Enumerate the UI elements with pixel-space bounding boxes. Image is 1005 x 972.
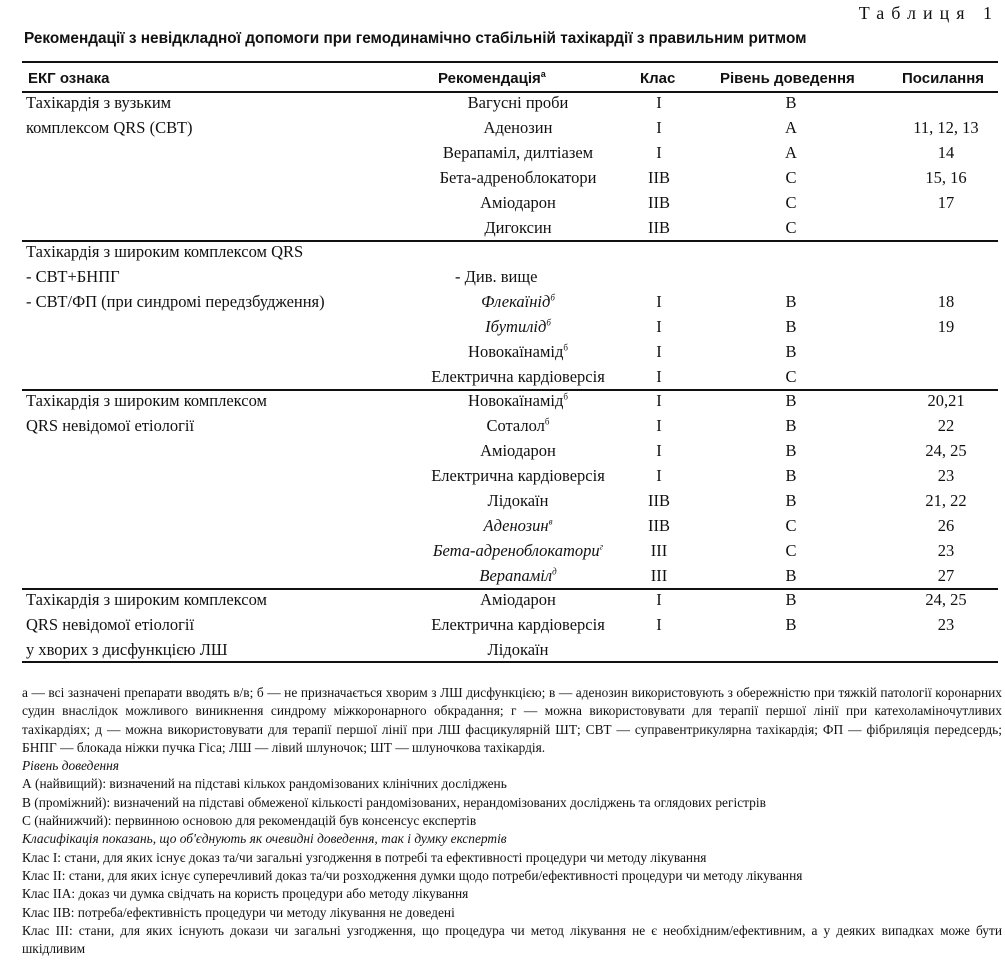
cell-rec-row-15 — [388, 466, 648, 486]
cell-cls-row-1: I — [656, 118, 662, 137]
cell-ref-row-12: 20,21 — [927, 391, 965, 410]
cell-ref-row-21: 23 — [937, 615, 955, 634]
cell-ref-row-17: 26 — [937, 516, 955, 535]
recommendation-text: Соталол — [486, 416, 545, 435]
cell-ref-row-18: 23 — [937, 541, 955, 560]
recommendation-text: Аденозин — [483, 118, 553, 137]
recommendation-text: Новокаїнамід — [468, 342, 564, 361]
header-recommendation-sup: а — [540, 69, 546, 79]
cell-cls-row-8: I — [656, 292, 662, 311]
header-ecg: ЕКГ ознака — [28, 70, 110, 87]
cell-rec-row-4 — [388, 193, 648, 213]
cell-lvl-row-11: C — [785, 367, 797, 386]
recommendation-text: Новокаїнамід — [468, 391, 564, 410]
recommendation-text: Верапаміл — [479, 566, 553, 585]
cell-rec-row-17 — [388, 516, 648, 536]
header-references: Посилання — [902, 70, 985, 87]
cell-lvl-row-13: B — [785, 416, 797, 435]
cell-rec-row-11 — [388, 367, 648, 387]
cell-lvl-row-17: C — [785, 516, 797, 535]
cell-lvl-row-12: B — [785, 391, 797, 410]
cell-cls-row-2: I — [656, 143, 662, 162]
recommendation-text: Аміодарон — [480, 590, 556, 609]
notes-evidence-heading: Рівень доведення — [22, 758, 120, 774]
notes-class-2a: Клас ІІА: доказ чи думка свідчать на користь процедури або методу лікування — [22, 886, 469, 902]
cell-ecg-row-22: у хворих з дисфункцією ЛШ — [26, 640, 228, 659]
cell-lvl-row-15: B — [785, 466, 797, 485]
cell-ref-row-4: 17 — [937, 193, 955, 212]
cell-cls-row-3: IIB — [648, 168, 670, 187]
cell-ecg-row-21: QRS невідомої етіології — [26, 615, 195, 634]
cell-rec-row-20 — [388, 590, 648, 610]
recommendation-text: Ібутилід — [485, 317, 547, 336]
notes-class-2b: Клас ІІВ: потреба/ефективність процедури чи методу лікування не доведені — [22, 904, 455, 920]
recommendation-text: Аміодарон — [480, 193, 556, 212]
recommendation-footnote-mark: д — [552, 566, 557, 577]
cell-lvl-row-10: B — [785, 342, 797, 361]
table-notes — [22, 684, 1002, 958]
recommendation-text: Верапаміл, дилтіазем — [442, 143, 594, 162]
recommendation-footnote-mark: б — [563, 342, 568, 353]
cell-lvl-row-18: C — [785, 541, 797, 560]
cell-cls-row-17: IIB — [648, 516, 670, 535]
recommendation-text: Лідокаїн — [487, 640, 549, 659]
cell-lvl-row-3: C — [785, 168, 797, 187]
cell-cls-row-14: I — [656, 441, 662, 460]
header-recommendation-text: Рекомендація — [438, 70, 541, 87]
cell-lvl-row-8: B — [785, 292, 797, 311]
cell-ref-row-8: 18 — [937, 292, 955, 311]
cell-rec-row-3 — [388, 168, 648, 188]
recommendation-footnote-mark: г — [599, 541, 604, 552]
cell-rec-row-5 — [388, 218, 648, 238]
notes-evidence-a: А (найвищий): визначений на підставі кількох рандомізованих клінічних досліджень — [22, 776, 507, 792]
recommendation-text: - Див. вище — [455, 267, 538, 286]
notes-class-heading: Класифікація показань, що об'єднують як очевидні доведення, так і думку експертів — [22, 831, 507, 847]
recommendation-footnote-mark: б — [544, 416, 550, 427]
cell-lvl-row-2: A — [785, 143, 797, 162]
recommendation-text: Електрична кардіоверсія — [431, 367, 605, 386]
table-title: Рекомендації з невідкладної допомоги при гемодинамічно стабільній тахікардії з правильним ритмом — [24, 30, 807, 47]
recommendation-text: Електрична кардіоверсія — [431, 466, 605, 485]
cell-cls-row-15: I — [656, 466, 662, 485]
cell-ecg-row-1: комплексом QRS (СВТ) — [26, 118, 193, 137]
cell-ref-row-9: 19 — [937, 317, 955, 336]
recommendation-text: Аміодарон — [480, 441, 556, 460]
cell-cls-row-18: III — [650, 541, 668, 560]
cell-lvl-row-19: B — [785, 566, 797, 585]
recommendation-text: Вагусні проби — [467, 93, 569, 112]
cell-lvl-row-16: B — [785, 491, 797, 510]
cell-ref-row-13: 22 — [937, 416, 955, 435]
cell-cls-row-9: I — [656, 317, 662, 336]
cell-rec-row-13 — [388, 416, 648, 436]
cell-rec-row-10 — [388, 342, 648, 362]
cell-lvl-row-5: C — [785, 218, 797, 237]
cell-cls-row-19: III — [650, 566, 668, 585]
cell-lvl-row-9: B — [785, 317, 797, 336]
cell-cls-row-0: I — [656, 93, 662, 112]
recommendation-text: Дигоксин — [484, 218, 552, 237]
cell-rec-row-8 — [388, 292, 648, 312]
recommendation-text: Лідокаїн — [487, 491, 549, 510]
cell-cls-row-20: I — [656, 590, 662, 609]
cell-ref-row-2: 14 — [937, 143, 955, 162]
cell-lvl-row-21: B — [785, 615, 797, 634]
cell-lvl-row-4: C — [785, 193, 797, 212]
cell-cls-row-21: I — [656, 615, 662, 634]
cell-rec-row-0 — [388, 93, 648, 113]
notes-abbreviations: а — всі зазначені препарати вводять в/в; б — не призначається хворим з ЛШ дисфункцією; в — аденозин використовують з обережністю при тяжкій патології коронарних судин внаслідок можливого виникнення синдрому міжкоронарного обкрадання; г — можна використовувати для терапії першої лінії при катехоламіночутливих тахікардіях; д — можна використовувати для терапії першої лінії при ЛШ фасцикулярній ШТ; СВТ — суправентрикулярна тахікардія; ФП — фібриляція передсердь; БНПГ — блокада ніжки пучка Гіса; ЛШ — лівий шлуночок; ШТ — шлуночкова тахікардія. — [22, 685, 1002, 755]
cell-ecg-row-7: - СВТ+БНПГ — [26, 267, 120, 286]
cell-ecg-row-13: QRS невідомої етіології — [26, 416, 195, 435]
cell-cls-row-4: IIB — [648, 193, 670, 212]
cell-cls-row-5: IIB — [648, 218, 670, 237]
bottom-rule — [22, 661, 998, 663]
recommendation-text: Електрична кардіоверсія — [431, 615, 605, 634]
recommendation-text: Бета-адреноблокатори — [439, 168, 597, 187]
cell-cls-row-10: I — [656, 342, 662, 361]
cell-rec-row-21 — [388, 615, 648, 635]
recommendation-text: Бета-адреноблокатори — [432, 541, 600, 560]
cell-rec-row-14 — [388, 441, 648, 461]
cell-rec-row-16 — [388, 491, 648, 511]
cell-ecg-row-8: - СВТ/ФП (при синдромі передзбудження) — [26, 292, 325, 311]
recommendation-footnote-mark: б — [546, 317, 551, 328]
header-recommendation — [438, 70, 546, 87]
notes-class-3: Клас ІІІ: стани, для яких існують докази чи загальні узгодження, що процедура чи метод лікування не є необхідним/ефективним, а у деяких випадках може бути шкідливим — [22, 922, 1002, 957]
cell-rec-row-12 — [388, 391, 648, 411]
notes-class-2: Клас ІІ: стани, для яких існує суперечливий доказ та/чи розходження думки щодо потреби/ефективності процедури чи методу лікування — [22, 867, 803, 883]
cell-ref-row-16: 21, 22 — [925, 491, 967, 510]
cell-cls-row-12: I — [656, 391, 662, 410]
cell-ecg-row-20: Тахікардія з широким комплексом — [26, 590, 267, 609]
cell-rec-row-2 — [388, 143, 648, 163]
cell-ref-row-20: 24, 25 — [925, 590, 967, 609]
cell-ref-row-3: 15, 16 — [925, 168, 967, 187]
cell-rec-row-1 — [388, 118, 648, 138]
cell-lvl-row-0: B — [785, 93, 797, 112]
cell-lvl-row-1: A — [785, 118, 797, 137]
header-evidence-level: Рівень доведення — [720, 70, 855, 87]
cell-cls-row-13: I — [656, 416, 662, 435]
notes-class-1: Клас І: стани, для яких існує доказ та/чи загальні узгодження в потребі та ефективності процедури чи методу лікування — [22, 849, 707, 865]
table-label: Таблиця 1 — [858, 3, 999, 23]
cell-ref-row-19: 27 — [937, 566, 955, 585]
cell-ref-row-15: 23 — [937, 466, 955, 485]
cell-rec-row-7 — [455, 267, 537, 287]
recommendation-footnote-mark: в — [548, 516, 553, 527]
notes-evidence-c: С (найнижчий): первинною основою для рекомендацій був консенсус експертів — [22, 813, 477, 829]
top-rule — [22, 61, 998, 63]
recommendation-text: Флекаїнід — [481, 292, 551, 311]
recommendation-footnote-mark: б — [550, 292, 555, 303]
recommendation-footnote-mark: б — [563, 391, 568, 402]
cell-cls-row-11: I — [656, 367, 662, 386]
cell-lvl-row-14: B — [785, 441, 797, 460]
recommendation-text: Аденозин — [483, 516, 549, 535]
cell-cls-row-16: IIB — [648, 491, 670, 510]
cell-ref-row-14: 24, 25 — [925, 441, 967, 460]
cell-rec-row-19 — [388, 566, 648, 586]
cell-ecg-row-0: Тахікардія з вузьким — [26, 93, 172, 112]
cell-rec-row-9 — [388, 317, 648, 337]
header-class: Клас — [640, 70, 676, 87]
cell-ref-row-1: 11, 12, 13 — [913, 118, 979, 137]
cell-rec-row-18 — [388, 541, 648, 561]
cell-ecg-row-6: Тахікардія з широким комплексом QRS — [26, 242, 304, 261]
notes-evidence-b: В (проміжний): визначений на підставі обмеженої кількості рандомізованих, нерандомізованих досліджень та оглядових регістрів — [22, 794, 766, 810]
cell-lvl-row-20: B — [785, 590, 797, 609]
cell-rec-row-22 — [388, 640, 648, 660]
cell-ecg-row-12: Тахікардія з широким комплексом — [26, 391, 267, 410]
